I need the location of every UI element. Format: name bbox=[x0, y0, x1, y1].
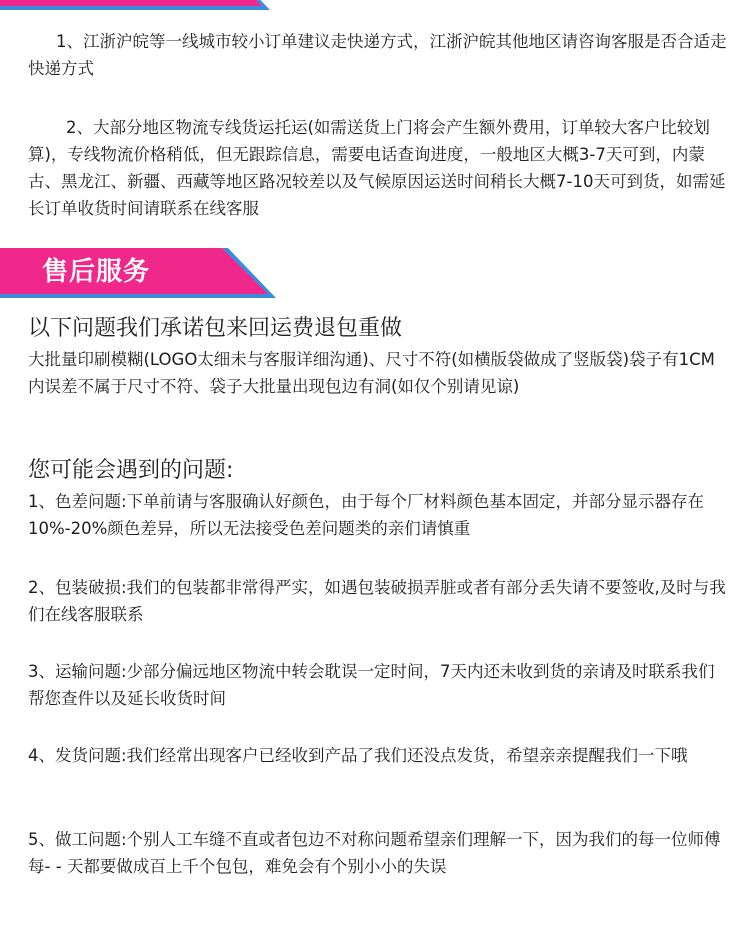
issue-item-5: 5、做工问题:个别人工车缝不直或者包边不对称问题希望亲们理解一下，因为我们的每一位师傅每- - 天都要做成百上千个包包，难免会有个别小小的失误 bbox=[28, 830, 721, 876]
issue-item-3: 3、运输问题:少部分偏远地区物流中转会耽误一定时间，7天内还未收到货的亲请及时联系我们帮您查件以及延长收货时间 bbox=[28, 662, 715, 708]
issues-headline: 您可能会遇到的问题: bbox=[28, 458, 234, 483]
shipping-banner-shape bbox=[0, 0, 276, 10]
shipping-paragraph-2: 2、大部分地区物流专线货运托运(如需送货上门将会产生额外费用，订单较大客户比较划算)，专线物流价格稍低，但无跟踪信息，需要电话查询进度，一般地区大概3-7天可到，内蒙古、黑龙江、新疆、西藏等地区路况较差以及气候原因运送时间稍长大概7-10天可到货，如需延长订单收货时间请联系在线客服 bbox=[28, 118, 726, 218]
promise-text: 大批量印刷模糊(LOGO太细未与客服详细沟通)、尺寸不符(如横版袋做成了竖版袋)袋子有1CM内误差不属于尺寸不符、袋子大批量出现包边有洞(如仅个别请见谅) bbox=[28, 350, 715, 396]
issue-item-2: 2、包装破损:我们的包装都非常得严实，如遇包装破损弄脏或者有部分丢失请不要签收,及时与我们在线客服联系 bbox=[28, 578, 726, 624]
issue-item-1: 1、色差问题:下单前请与客服确认好颜色，由于每个厂材料颜色基本固定，并部分显示器存在10%-20%颜色差异，所以无法接受色差问题类的亲们请慎重 bbox=[28, 492, 705, 538]
shipping-banner bbox=[0, 0, 276, 10]
after-sales-banner bbox=[0, 248, 276, 298]
after-sales-title: 售后服务 bbox=[42, 257, 151, 287]
shipping-paragraph-1: 1、江浙沪皖等一线城市较小订单建议走快递方式，江浙沪皖其他地区请咨询客服是否合适走快递方式 bbox=[28, 32, 727, 78]
promise-headline: 以下问题我们承诺包来回运费退包重做 bbox=[28, 316, 403, 341]
issue-item-4: 4、发货问题:我们经常出现客户已经收到产品了我们还没点发货，希望亲亲提醒我们一下哦 bbox=[28, 746, 688, 765]
